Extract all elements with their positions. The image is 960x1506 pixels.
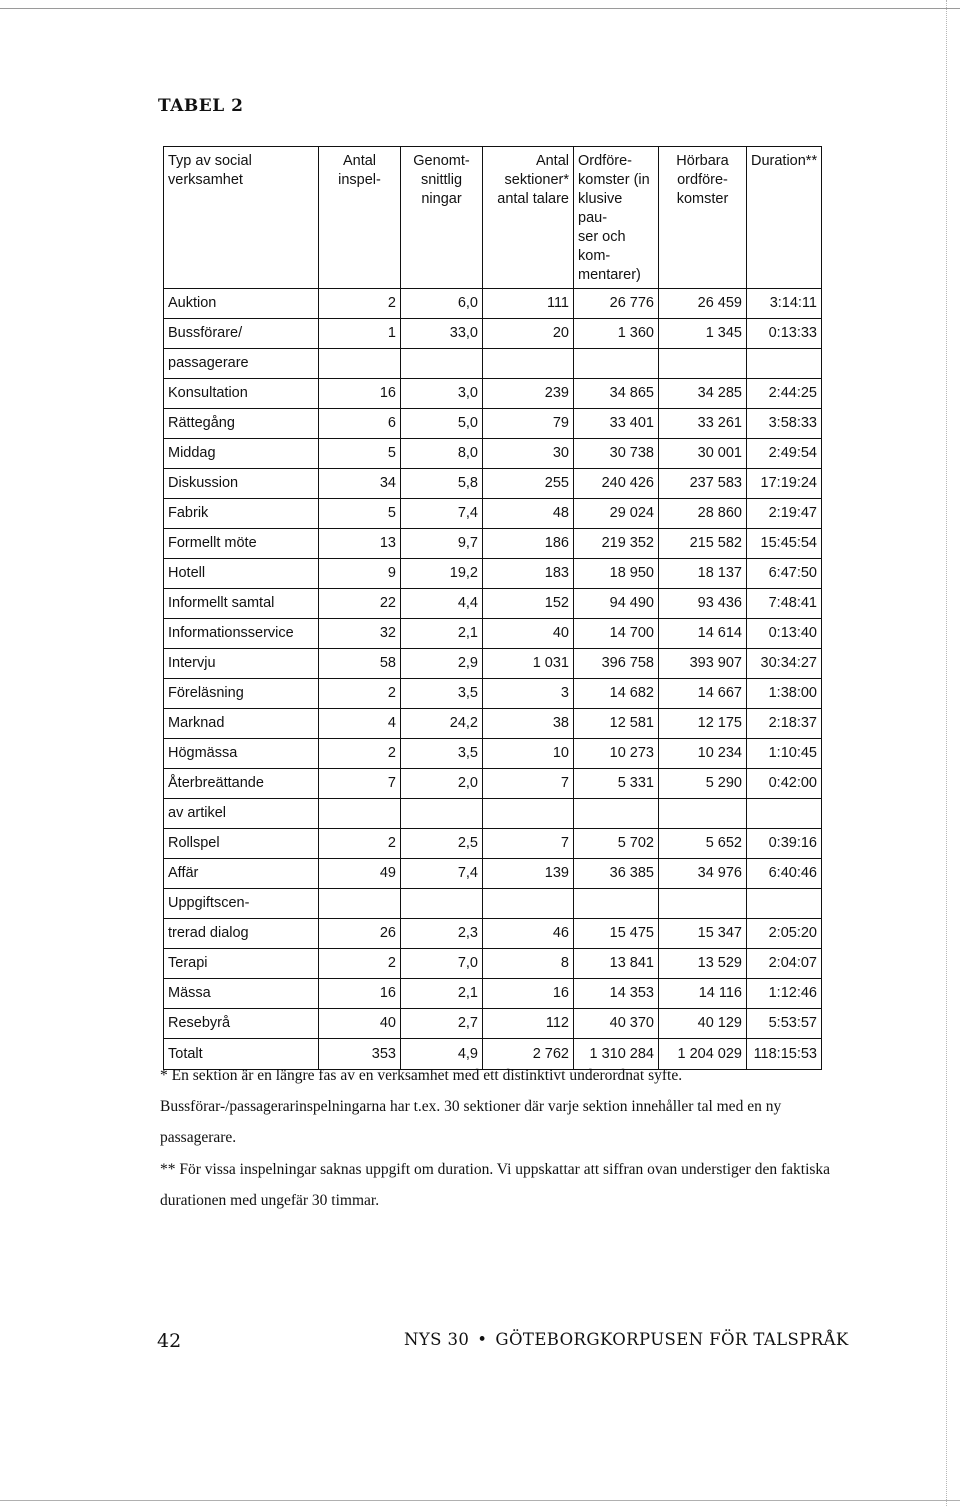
table-cell <box>659 349 747 379</box>
row-label: Marknad <box>164 709 319 739</box>
table-cell: 2,1 <box>401 979 483 1009</box>
row-label: Bussförare/ <box>164 319 319 349</box>
table-cell: 94 490 <box>574 589 659 619</box>
table-cell: 40 370 <box>574 1009 659 1039</box>
table-cell: 3,5 <box>401 679 483 709</box>
table-cell: 13 841 <box>574 949 659 979</box>
table-cell: 139 <box>483 859 574 889</box>
table-row <box>164 649 822 679</box>
table-cell: 32 <box>319 619 401 649</box>
table-cell: 118:15:53 <box>747 1039 822 1070</box>
table-cell: 49 <box>319 859 401 889</box>
table-cell: 237 583 <box>659 469 747 499</box>
table-cell: 14 353 <box>574 979 659 1009</box>
table-cell: 5 <box>319 499 401 529</box>
table-cell: 2,7 <box>401 1009 483 1039</box>
table-cell: 7 <box>483 769 574 799</box>
table-cell: 22 <box>319 589 401 619</box>
row-label: Uppgiftscen- <box>164 889 319 919</box>
table-cell: 2 762 <box>483 1039 574 1070</box>
row-label: Intervju <box>164 649 319 679</box>
row-label: Totalt <box>164 1039 319 1070</box>
table-cell: 7 <box>483 829 574 859</box>
row-label: Rollspel <box>164 829 319 859</box>
table-cell <box>319 799 401 829</box>
table-cell: 2,1 <box>401 619 483 649</box>
table-row <box>164 769 822 799</box>
table-cell: 24,2 <box>401 709 483 739</box>
header-cell: Ordföre- komster (in klusive pau- ser och kom- mentarer) <box>574 147 659 289</box>
table-cell: 5 702 <box>574 829 659 859</box>
table-cell: 5 290 <box>659 769 747 799</box>
table-cell: 2,9 <box>401 649 483 679</box>
table-row <box>164 559 822 589</box>
table-row <box>164 709 822 739</box>
row-label: Terapi <box>164 949 319 979</box>
table-cell: 4,9 <box>401 1039 483 1070</box>
table-cell: 30 738 <box>574 439 659 469</box>
table-cell: 40 <box>483 619 574 649</box>
table-row <box>164 499 822 529</box>
row-label: Middag <box>164 439 319 469</box>
table-cell: 38 <box>483 709 574 739</box>
table-cell: 215 582 <box>659 529 747 559</box>
table-cell: 3 <box>483 679 574 709</box>
table-cell: 5,8 <box>401 469 483 499</box>
table-row <box>164 799 822 829</box>
table-row <box>164 829 822 859</box>
table-cell: 7,4 <box>401 499 483 529</box>
table-body <box>164 289 822 1070</box>
table-cell: 7,0 <box>401 949 483 979</box>
table-cell: 3:58:33 <box>747 409 822 439</box>
table-cell: 6 <box>319 409 401 439</box>
data-table <box>163 146 822 1070</box>
table-cell <box>659 889 747 919</box>
table-cell: 0:13:40 <box>747 619 822 649</box>
row-label: Mässa <box>164 979 319 1009</box>
table-cell: 48 <box>483 499 574 529</box>
table-cell: 79 <box>483 409 574 439</box>
table-cell: 58 <box>319 649 401 679</box>
table-cell: 2:44:25 <box>747 379 822 409</box>
table-cell: 29 024 <box>574 499 659 529</box>
row-label: Fabrik <box>164 499 319 529</box>
header-cell: Genomt- snittlig ningar <box>401 147 483 289</box>
table-cell: 1:10:45 <box>747 739 822 769</box>
table-cell: 1:38:00 <box>747 679 822 709</box>
table-cell: 9 <box>319 559 401 589</box>
table-cell: 2:05:20 <box>747 919 822 949</box>
table-cell: 10 <box>483 739 574 769</box>
table-cell: 20 <box>483 319 574 349</box>
table-row <box>164 979 822 1009</box>
row-label: Återbreättande <box>164 769 319 799</box>
row-label: av artikel <box>164 799 319 829</box>
row-label: Formellt möte <box>164 529 319 559</box>
table-row <box>164 679 822 709</box>
row-label: Affär <box>164 859 319 889</box>
table-row <box>164 889 822 919</box>
journal-name: NYS 30 <box>404 1330 470 1349</box>
row-label: Diskussion <box>164 469 319 499</box>
table-cell <box>747 349 822 379</box>
table-cell <box>401 349 483 379</box>
header-cell: Antal sektioner* antal talare <box>483 147 574 289</box>
table-cell: 111 <box>483 289 574 319</box>
table-row <box>164 859 822 889</box>
table-cell: 5 652 <box>659 829 747 859</box>
table-cell: 5 331 <box>574 769 659 799</box>
table-cell <box>483 799 574 829</box>
table-cell: 30 001 <box>659 439 747 469</box>
table-cell <box>319 889 401 919</box>
table-cell: 4 <box>319 709 401 739</box>
table-cell: 2,5 <box>401 829 483 859</box>
table-cell: 0:42:00 <box>747 769 822 799</box>
table-row <box>164 739 822 769</box>
row-label: Högmässa <box>164 739 319 769</box>
bottom-scan-line <box>0 1500 960 1501</box>
table-cell: 16 <box>319 379 401 409</box>
header-cell: Antal inspel- <box>319 147 401 289</box>
table-cell: 12 175 <box>659 709 747 739</box>
table-cell: 10 234 <box>659 739 747 769</box>
table-cell: 1 310 284 <box>574 1039 659 1070</box>
table-cell: 13 529 <box>659 949 747 979</box>
table-cell <box>574 349 659 379</box>
table-cell: 2 <box>319 949 401 979</box>
table-cell: 4,4 <box>401 589 483 619</box>
table-cell: 9,7 <box>401 529 483 559</box>
table-cell: 2 <box>319 679 401 709</box>
table-cell: 46 <box>483 919 574 949</box>
table-cell: 3:14:11 <box>747 289 822 319</box>
table-cell: 7 <box>319 769 401 799</box>
table-row <box>164 919 822 949</box>
table-title: TABEL 2 <box>158 96 244 116</box>
table-cell: 30:34:27 <box>747 649 822 679</box>
table-cell: 30 <box>483 439 574 469</box>
table-row <box>164 349 822 379</box>
table-row <box>164 409 822 439</box>
row-label: Informationsservice <box>164 619 319 649</box>
separator-bullet: • <box>477 1330 488 1349</box>
table-cell: 2,3 <box>401 919 483 949</box>
table-cell: 18 137 <box>659 559 747 589</box>
table-cell <box>747 799 822 829</box>
table-cell: 7,4 <box>401 859 483 889</box>
table-cell: 3,5 <box>401 739 483 769</box>
table-cell: 36 385 <box>574 859 659 889</box>
table-cell: 15:45:54 <box>747 529 822 559</box>
header-cell: Typ av social verksamhet <box>164 147 319 289</box>
table-cell <box>659 799 747 829</box>
table-cell: 12 581 <box>574 709 659 739</box>
table-row <box>164 439 822 469</box>
table-row <box>164 619 822 649</box>
table-row <box>164 589 822 619</box>
table-cell: 2 <box>319 289 401 319</box>
table-cell: 219 352 <box>574 529 659 559</box>
table-cell: 33 261 <box>659 409 747 439</box>
table-cell: 6:47:50 <box>747 559 822 589</box>
right-scan-edge <box>946 0 947 1506</box>
table-cell: 18 950 <box>574 559 659 589</box>
table-cell: 14 614 <box>659 619 747 649</box>
table-cell: 5,0 <box>401 409 483 439</box>
row-label: Rättegång <box>164 409 319 439</box>
header-cell: Duration** <box>747 147 822 289</box>
table-cell: 16 <box>319 979 401 1009</box>
table-cell: 0:39:16 <box>747 829 822 859</box>
table-cell: 14 700 <box>574 619 659 649</box>
table-cell: 14 116 <box>659 979 747 1009</box>
section-title: GÖTEBORGKORPUSEN FÖR TALSPRÅK <box>495 1330 849 1349</box>
row-label: Hotell <box>164 559 319 589</box>
table-cell: 183 <box>483 559 574 589</box>
table-cell <box>574 799 659 829</box>
table-cell: 15 475 <box>574 919 659 949</box>
table-cell: 40 129 <box>659 1009 747 1039</box>
table-cell: 7:48:41 <box>747 589 822 619</box>
table-cell: 1 <box>319 319 401 349</box>
row-label: passagerare <box>164 349 319 379</box>
table-row <box>164 379 822 409</box>
table-row <box>164 529 822 559</box>
table-cell: 28 860 <box>659 499 747 529</box>
table-row <box>164 319 822 349</box>
table-cell: 13 <box>319 529 401 559</box>
table-cell: 14 667 <box>659 679 747 709</box>
table-cell: 2:18:37 <box>747 709 822 739</box>
table-cell: 26 459 <box>659 289 747 319</box>
table-cell <box>401 889 483 919</box>
table-cell: 8 <box>483 949 574 979</box>
table-cell: 93 436 <box>659 589 747 619</box>
row-label: Föreläsning <box>164 679 319 709</box>
running-head <box>404 1330 849 1349</box>
table-cell: 1 345 <box>659 319 747 349</box>
table-cell: 40 <box>319 1009 401 1039</box>
table-cell: 353 <box>319 1039 401 1070</box>
table-cell: 17:19:24 <box>747 469 822 499</box>
row-label: trerad dialog <box>164 919 319 949</box>
table-cell: 26 776 <box>574 289 659 319</box>
table-cell: 2 <box>319 829 401 859</box>
table-cell: 186 <box>483 529 574 559</box>
table-row <box>164 289 822 319</box>
row-label: Auktion <box>164 289 319 319</box>
table-cell: 239 <box>483 379 574 409</box>
page-number: 42 <box>157 1330 182 1352</box>
table-cell: 2 <box>319 739 401 769</box>
table-cell: 112 <box>483 1009 574 1039</box>
table-cell: 34 <box>319 469 401 499</box>
table-cell: 1 360 <box>574 319 659 349</box>
table-cell: 34 285 <box>659 379 747 409</box>
table-cell: 396 758 <box>574 649 659 679</box>
table-cell: 15 347 <box>659 919 747 949</box>
row-label: Konsultation <box>164 379 319 409</box>
table-cell: 1:12:46 <box>747 979 822 1009</box>
table-cell: 2:19:47 <box>747 499 822 529</box>
row-label: Informellt samtal <box>164 589 319 619</box>
table-cell: 6,0 <box>401 289 483 319</box>
table-cell <box>483 349 574 379</box>
table-cell <box>401 799 483 829</box>
table-cell: 2:04:07 <box>747 949 822 979</box>
table-row <box>164 949 822 979</box>
table-cell: 34 865 <box>574 379 659 409</box>
table-cell: 6:40:46 <box>747 859 822 889</box>
table-cell: 34 976 <box>659 859 747 889</box>
table-cell: 26 <box>319 919 401 949</box>
table-cell: 33,0 <box>401 319 483 349</box>
footnote-sections: * En sektion är en längre fas av en verksamhet med ett distinktivt underordnat syfte. Bussförar-/passagerarinspelningarna har t.ex. 30 sektioner där varje sektion innehåller tal med en ny passagerare. <box>160 1067 782 1146</box>
table-cell: 0:13:33 <box>747 319 822 349</box>
row-label: Resebyrå <box>164 1009 319 1039</box>
table-cell: 2,0 <box>401 769 483 799</box>
table-cell: 33 401 <box>574 409 659 439</box>
table-cell: 8,0 <box>401 439 483 469</box>
table-cell: 3,0 <box>401 379 483 409</box>
header-row <box>164 147 822 289</box>
table-cell <box>574 889 659 919</box>
table-cell: 393 907 <box>659 649 747 679</box>
header-cell: Hörbara ordföre- komster <box>659 147 747 289</box>
table-cell: 152 <box>483 589 574 619</box>
table-cell: 1 204 029 <box>659 1039 747 1070</box>
table-row <box>164 469 822 499</box>
table-cell <box>319 349 401 379</box>
table-cell: 2:49:54 <box>747 439 822 469</box>
table-cell: 1 031 <box>483 649 574 679</box>
table-cell: 14 682 <box>574 679 659 709</box>
table-cell: 255 <box>483 469 574 499</box>
top-scan-line <box>0 8 960 9</box>
table-cell: 10 273 <box>574 739 659 769</box>
table-cell: 19,2 <box>401 559 483 589</box>
table-row <box>164 1009 822 1039</box>
table-cell: 16 <box>483 979 574 1009</box>
table-cell: 5 <box>319 439 401 469</box>
table-cell <box>747 889 822 919</box>
table-cell: 5:53:57 <box>747 1009 822 1039</box>
footnote-duration: ** För vissa inspelningar saknas uppgift om duration. Vi uppskattar att siffran ovan understiger den faktiska durationen med ungefär 30 timmar. <box>160 1161 831 1209</box>
table-cell <box>483 889 574 919</box>
table-cell: 240 426 <box>574 469 659 499</box>
